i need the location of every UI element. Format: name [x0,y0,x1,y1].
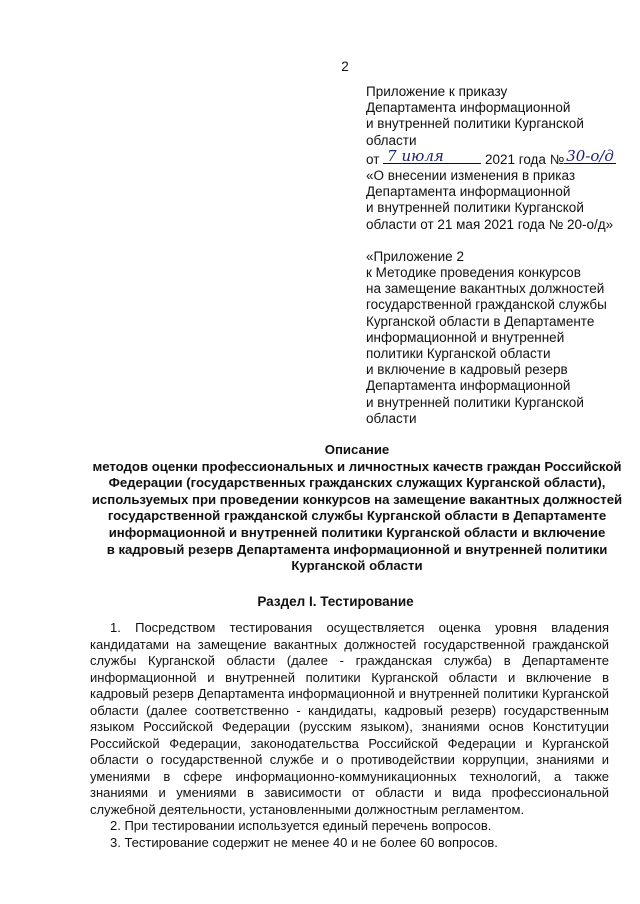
appendix-line: и включение в кадровый резерв [366,362,568,378]
annex-line: «О внесении изменения в приказ [366,168,576,184]
appendix-line: и внутренней политики Курганской [366,394,584,410]
annex-line: Приложение к приказу [366,84,508,99]
appendix-line: «Приложение 2 [366,248,464,264]
title-line: информационной и внутренней политики Курганской области и включение [108,524,606,540]
appendix-line: на замещение вакантных должностей [366,281,605,297]
appendix-line: к Методике проведения конкурсов [366,265,581,281]
body-text [90,620,609,851]
appendix-line: политики Курганской области [366,346,551,362]
paragraph: 1. Посредством тестирования осуществляется оценка уровня владения кандидатами на замещение вакантных должностей государственной гражданской службы Курганской области (далее - гражданская служба) в Департаменте информационной и внутренней политики Курганской области и включение в кадровый резерв Департамента информационной и внутренней политики Курганской области (далее соответственно - кандидаты, кадровый резерв) государственным языком Российской Федерации (русским языком), знаниями основ Конституции Российской Федерации, законодательства Российской Федерации и Курганской области о государственной службе и о противодействии коррупции, знаниями и умениями в сфере информационно-коммуникационных технологий, а также знаниями и умениями в зависимости от области и вида профессиональной служебной деятельности, установленными должностным регламентом. [90,620,609,817]
appendix-line: области [366,410,417,426]
annex-line: Департамента информационной [366,100,571,116]
year-text: 2021 года № [484,151,565,167]
section-title: Раздел I. Тестирование [257,594,414,609]
annex-line: и внутренней политики Курганской [366,200,584,216]
annex-line: области от 21 мая 2021 года № 20-о/д» [366,216,614,232]
annex-date-line [366,146,636,168]
date-blank [383,146,481,165]
title-line: государственной гражданской службы Курганской области в Департаменте [107,508,607,524]
paragraph: 3. Тестирование содержит не менее 40 и не более 60 вопросов. [110,834,498,850]
annex-line: Департамента информационной [366,184,571,200]
number-blank [564,146,616,165]
appendix-line: Курганской области в Департаменте [366,313,595,329]
date-prefix: от [366,151,380,167]
title-line: в кадровый резерв Департамента информационной и внутренней политики [106,541,608,557]
title-line: Курганской области [291,558,423,574]
appendix-line: государственной гражданской службы [366,297,607,313]
title-line: методов оценки профессиональных и личностных качеств граждан Российской [92,458,622,474]
title-line: используемых при проведении конкурсов на замещение вакантных должностей [91,491,623,507]
annex-line: и внутренней политики Курганской [366,116,584,132]
annex-header [366,84,636,427]
document-title [62,442,640,575]
page-number: 2 [341,59,349,74]
title-line: Описание [324,442,390,457]
annex-line: области [366,132,417,148]
paragraph: 2. При тестировании используется единый перечень вопросов. [110,818,492,833]
handwritten-date: 7 июля [387,146,444,165]
appendix-line: Департамента информационной [366,378,571,394]
title-line: Федерации (государственных гражданских служащих Курганской области), [108,475,606,491]
handwritten-number: 30-о/д [566,146,614,165]
appendix-line: информационной и внутренней [366,329,565,345]
